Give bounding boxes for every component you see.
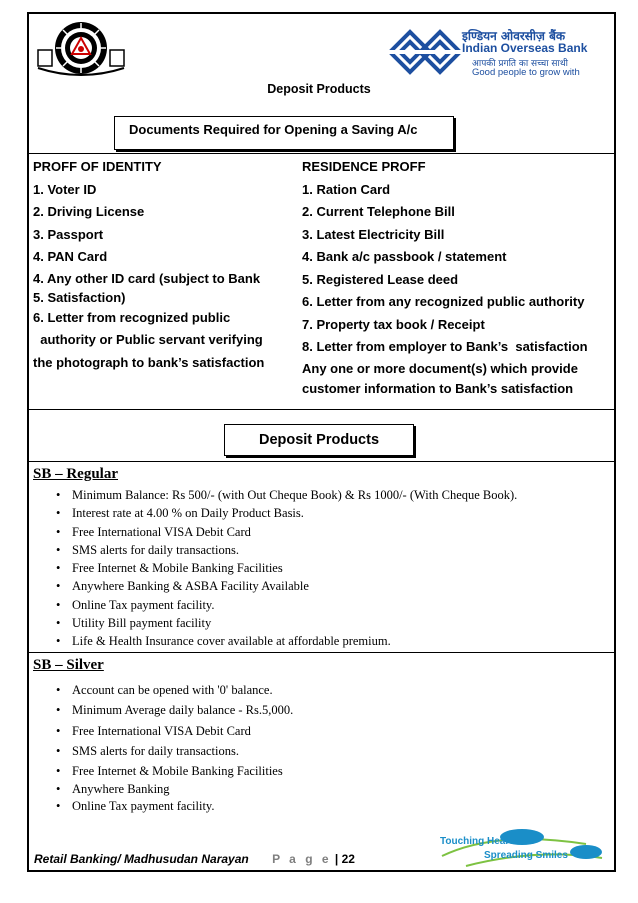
deposit-products-box [224, 424, 414, 456]
documents-required-box [114, 116, 454, 150]
list-item: • Online Tax payment facility. [56, 596, 517, 614]
sb-silver-features [56, 680, 293, 815]
tagline-hindi: आपकी प्रगति का सच्चा साथी [472, 59, 568, 69]
identity-item: 2. Driving License [33, 204, 145, 219]
list-item: • Account can be opened with '0' balance. [56, 680, 293, 700]
footer-page-label: P a g e [272, 852, 332, 866]
divider-top [29, 153, 615, 154]
divider-middle [29, 409, 615, 410]
residence-item: 2. Current Telephone Bill [302, 204, 455, 219]
sb-regular-features [56, 486, 517, 651]
slogan-line2: Spreading Smiles [484, 850, 568, 861]
residence-item: 5. Registered Lease deed [302, 271, 459, 287]
bank-name-hindi: इण्डियन ओवरसीज़ बैंक [462, 29, 566, 43]
footer-page-number: | 22 [334, 852, 355, 866]
list-item: • SMS alerts for daily transactions. [56, 541, 517, 559]
list-item: • Life & Health Insurance cover available at affordable premium. [56, 632, 517, 650]
identity-item: 3. Passport [33, 226, 104, 242]
list-item: • Anywhere Banking & ASBA Facility Available [56, 577, 517, 595]
page-footer [34, 852, 355, 866]
slogan-line1: Touching Hearts [440, 836, 519, 847]
list-item: • Interest rate at 4.00 % on Daily Product Basis. [56, 504, 517, 522]
identity-item: 6. Letter from recognized public [33, 309, 231, 325]
residence-item: 1. Ration Card [302, 181, 391, 197]
sb-silver-heading: SB – Silver [33, 657, 104, 673]
identity-item: authority or Public servant verifying [33, 332, 263, 347]
identity-item: 1. Voter ID [33, 181, 97, 197]
list-item: • Free Internet & Mobile Banking Facilities [56, 761, 293, 781]
residence-item: 3. Latest Electricity Bill [302, 226, 445, 242]
list-item: • Free International VISA Debit Card [56, 523, 517, 541]
residence-heading: RESIDENCE PROFF [302, 159, 426, 174]
residence-item: 7. Property tax book / Receipt [302, 316, 485, 332]
page-title: Deposit Products [267, 82, 371, 96]
identity-item: 4. PAN Card [33, 249, 108, 264]
list-item: • Free International VISA Debit Card [56, 721, 293, 741]
residence-item: 8. Letter from employer to Bank’s satisfaction [302, 339, 588, 354]
list-item: • Minimum Balance: Rs 500/- (with Out Cheque Book) & Rs 1000/- (With Cheque Book). [56, 486, 517, 504]
residence-proof-list [302, 156, 588, 399]
tagline: Good people to grow with [472, 67, 580, 78]
identity-item: 4. Any other ID card (subject to Bank [33, 270, 261, 286]
footer-author: Retail Banking/ Madhusudan Narayan [34, 852, 249, 866]
touching-hearts-logo [436, 826, 606, 868]
bank-name: Indian Overseas Bank [462, 41, 588, 55]
identity-item: 5. Satisfaction) [33, 289, 126, 305]
residence-item: customer information to Bank’s satisfaction [302, 380, 574, 396]
residence-item: Any one or more document(s) which provide [302, 360, 578, 376]
list-item: • Online Tax payment facility. [56, 798, 293, 815]
divider-lower [29, 461, 615, 462]
documents-required-heading: Documents Required for Opening a Saving A/c [129, 122, 418, 137]
list-item: • Utility Bill payment facility [56, 614, 517, 632]
divider-bottom [29, 652, 615, 653]
college-emblem-logo [36, 18, 126, 80]
residence-item: 4. Bank a/c passbook / statement [302, 249, 507, 264]
deposit-products-heading: Deposit Products [258, 432, 380, 448]
identity-heading: PROFF OF IDENTITY [33, 159, 162, 174]
list-item: • Free Internet & Mobile Banking Facilities [56, 559, 517, 577]
list-item: • Minimum Average daily balance - Rs.5,000. [56, 700, 293, 720]
sb-regular-heading: SB – Regular [33, 466, 119, 482]
identity-proof-list [33, 156, 264, 374]
identity-item: the photograph to bank’s satisfaction [33, 354, 265, 370]
list-item: • SMS alerts for daily transactions. [56, 741, 293, 761]
list-item: • Anywhere Banking [56, 781, 293, 798]
residence-item: 6. Letter from any recognized public authority [302, 294, 585, 309]
